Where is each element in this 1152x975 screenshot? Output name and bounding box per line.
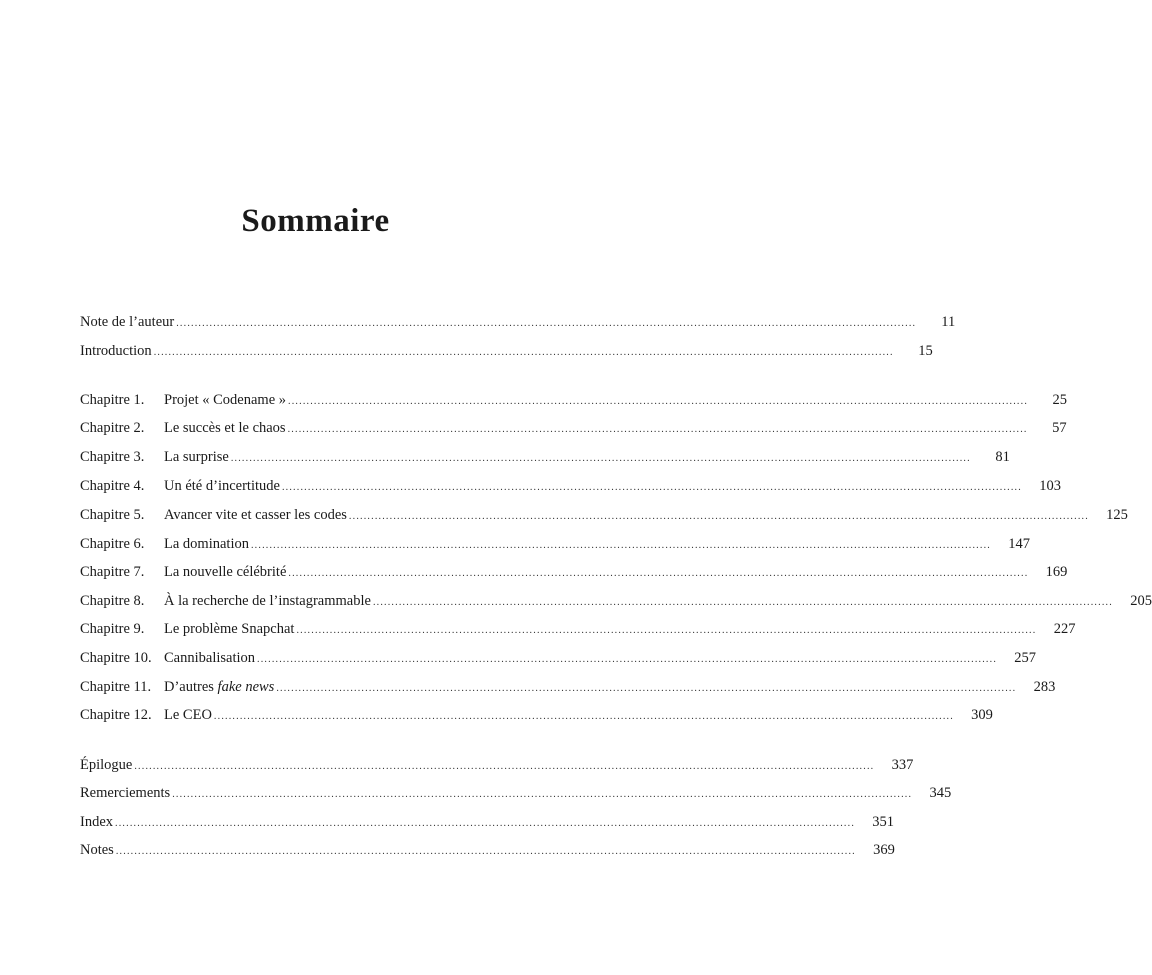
- toc-entry-page: 227: [1053, 621, 1076, 637]
- toc-entry-page: 11: [941, 314, 956, 330]
- toc-entry-page: 57: [1052, 420, 1067, 436]
- leader-dots: ........................................................................................................................................................................................................: [213, 711, 954, 722]
- leader-dots: ........................................................................................................................................................................................................: [230, 453, 971, 464]
- toc-entry-label-italic: fake news: [217, 679, 275, 695]
- leader-dots: ........................................................................................................................................................................................................: [288, 396, 1029, 407]
- toc-entry-page: 283: [1033, 679, 1056, 695]
- toc-entry-chapter-4: [80, 476, 1061, 496]
- toc-entry-chapter-7: [80, 562, 1068, 582]
- toc-entry-number: Chapitre 1.: [80, 392, 145, 408]
- toc-entry-page: 345: [929, 785, 952, 801]
- toc-entry-page: 257: [1014, 650, 1037, 666]
- toc-entry-remerciements: [80, 783, 952, 803]
- toc-entry-chapter-9: [80, 619, 1076, 639]
- toc-entry-chapter-3: [80, 447, 1010, 467]
- toc-entry-chapter-1: [80, 390, 1068, 410]
- toc-entry-number: Chapitre 7.: [80, 564, 145, 580]
- leader-dots: ........................................................................................................................................................................................................: [172, 789, 913, 800]
- toc-entry-number: Chapitre 4.: [80, 478, 145, 494]
- toc-entry-number: Chapitre 6.: [80, 536, 145, 552]
- toc-entry-page: 25: [1052, 392, 1068, 408]
- toc-entry-page: 125: [1106, 507, 1128, 523]
- toc-entry-number: Chapitre 5.: [80, 507, 145, 523]
- toc-entry-label: Le problème Snapchat: [164, 621, 295, 637]
- toc-entry-label: Avancer vite et casser les codes: [164, 507, 347, 523]
- toc-entry-page: 205: [1130, 593, 1152, 609]
- toc-entry-page: 337: [891, 757, 914, 773]
- leader-dots: ........................................................................................................................................................................................................: [372, 597, 1113, 608]
- toc-entry-page: 309: [971, 707, 993, 723]
- toc-entry-label: Projet « Codename »: [164, 392, 287, 408]
- toc-entry-number: Chapitre 10.: [80, 650, 152, 666]
- toc-entry-number: Chapitre 12.: [80, 707, 152, 723]
- leader-dots: ........................................................................................................................................................................................................: [153, 347, 894, 358]
- toc-entry-label: Un été d’incertitude: [164, 478, 280, 494]
- toc-entry-page: 103: [1039, 478, 1061, 494]
- leader-dots: ........................................................................................................................................................................................................: [287, 424, 1028, 435]
- toc-entry-chapter-11: [80, 677, 1056, 697]
- toc-entry-label: Index: [80, 814, 114, 830]
- leader-dots: ........................................................................................................................................................................................................: [296, 625, 1037, 636]
- toc-entry-introduction: [80, 341, 933, 361]
- page-title: Sommaire: [241, 203, 390, 239]
- leader-dots: ........................................................................................................................................................................................................: [250, 540, 991, 551]
- toc-entry-chapter-8: [80, 591, 1152, 611]
- toc-entry-chapter-6: [80, 534, 1030, 554]
- toc-entry-page: 369: [873, 842, 895, 858]
- toc-entry-label: Remerciements: [80, 785, 171, 801]
- leader-dots: ........................................................................................................................................................................................................: [115, 818, 856, 829]
- toc-entry-label: Le CEO: [164, 707, 212, 723]
- toc-entry-label: À la recherche de l’instagrammable: [164, 593, 371, 609]
- toc-entry-notes: [80, 840, 895, 860]
- toc-entry-number: Chapitre 3.: [80, 449, 145, 465]
- toc-entry-chapter-10: [80, 648, 1037, 668]
- toc-entry-chapter-12: [80, 705, 993, 725]
- leader-dots: ........................................................................................................................................................................................................: [134, 761, 875, 772]
- leader-dots: ........................................................................................................................................................................................................: [276, 683, 1017, 694]
- toc-entry-number: Chapitre 11.: [80, 679, 152, 695]
- toc-entry-page: 81: [995, 449, 1010, 465]
- toc-entry-note-auteur: [80, 312, 956, 332]
- toc-entry-number: Chapitre 8.: [80, 593, 145, 609]
- toc-entry-label: La surprise: [164, 449, 229, 465]
- leader-dots: ........................................................................................................................................................................................................: [288, 568, 1029, 579]
- toc-entry-number: Chapitre 9.: [80, 621, 145, 637]
- toc-entry-number: Chapitre 2.: [80, 420, 145, 436]
- leader-dots: ........................................................................................................................................................................................................: [257, 654, 998, 665]
- toc-entry-label: Notes: [80, 842, 114, 858]
- toc-entry-label: [164, 677, 274, 697]
- toc-entry-page: 15: [918, 343, 933, 359]
- toc-entry-label: Épilogue: [80, 757, 133, 773]
- toc-entry-label: La domination: [164, 536, 249, 552]
- toc-entry-label: Introduction: [80, 343, 152, 359]
- toc-entry-label-text: D’autres: [164, 679, 214, 695]
- leader-dots: ........................................................................................................................................................................................................: [348, 511, 1089, 522]
- leader-dots: ........................................................................................................................................................................................................: [281, 482, 1022, 493]
- toc-entry-label: La nouvelle célébrité: [164, 564, 287, 580]
- toc-entry-label: Le succès et le chaos: [164, 420, 286, 436]
- leader-dots: ........................................................................................................................................................................................................: [115, 846, 856, 857]
- toc-entry-page: 169: [1045, 564, 1068, 580]
- toc-entry-chapter-5: [80, 505, 1128, 525]
- toc-entry-page: 147: [1008, 536, 1030, 552]
- toc-entry-epilogue: [80, 755, 914, 775]
- toc-entry-label: Note de l’auteur: [80, 314, 175, 330]
- toc-entry-page: 351: [872, 814, 895, 830]
- toc-entry-chapter-2: [80, 418, 1067, 438]
- leader-dots: ........................................................................................................................................................................................................: [176, 318, 917, 329]
- toc-entry-label: Cannibalisation: [164, 650, 256, 666]
- toc-entry-index: [80, 812, 895, 832]
